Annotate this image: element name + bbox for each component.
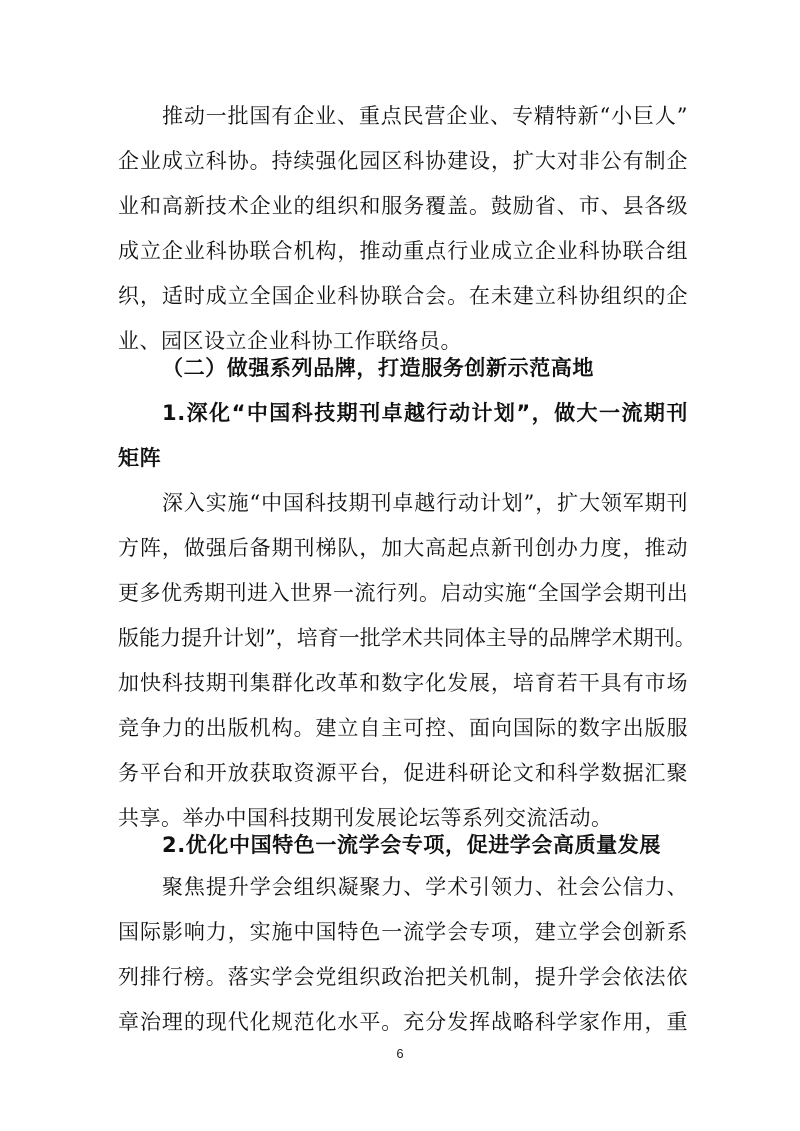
paragraph-line: 列排行榜。落实学会党组织政治把关机制，提升学会依法依 bbox=[118, 965, 688, 989]
paragraph-line: 织，适时成立全国企业科协联合会。在未建立科协组织的企 bbox=[118, 284, 688, 308]
paragraph-line: 业、园区设立企业科协工作联络员。 bbox=[118, 329, 462, 353]
paragraph-line: 国际影响力，实施中国特色一流学会专项，建立学会创新系 bbox=[118, 920, 688, 944]
page-number: 6 bbox=[396, 1046, 404, 1061]
subheading-line: 2.优化中国特色一流学会专项，促进学会高质量发展 bbox=[162, 833, 661, 857]
paragraph-line: 更多优秀期刊进入世界一流行列。启动实施“全国学会期刊出 bbox=[118, 581, 689, 605]
paragraph-line: 共享。举办中国科技期刊发展论坛等系列交流活动。 bbox=[118, 806, 613, 830]
paragraph-line: 成立企业科协联合机构，推动重点行业成立企业科协联合组 bbox=[118, 239, 688, 263]
paragraph-line: 业和高新技术企业的组织和服务覆盖。鼓励省、市、县各级 bbox=[118, 194, 688, 218]
paragraph-line: 版能力提升计划”，培育一批学术共同体主导的品牌学术期刊。 bbox=[118, 626, 696, 650]
paragraph-line: 企业成立科协。持续强化园区科协建设，扩大对非公有制企 bbox=[118, 149, 688, 173]
subheading-line: 1.深化“中国科技期刊卓越行动计划”，做大一流期刊 bbox=[162, 401, 688, 425]
paragraph-line: 章治理的现代化规范化水平。充分发挥战略科学家作用，重 bbox=[118, 1010, 688, 1034]
subheading-line: 矩阵 bbox=[118, 446, 162, 470]
paragraph-line: 聚焦提升学会组织凝聚力、学术引领力、社会公信力、 bbox=[162, 875, 688, 899]
paragraph-line: 竞争力的出版机构。建立自主可控、面向国际的数字出版服 bbox=[118, 716, 688, 740]
paragraph-line: 方阵，做强后备期刊梯队，加大高起点新刊创办力度，推动 bbox=[118, 536, 688, 560]
paragraph-line: 务平台和开放获取资源平台，促进科研论文和科学数据汇聚 bbox=[118, 761, 688, 785]
paragraph-line: 推动一批国有企业、重点民营企业、专精特新“小巨人” bbox=[162, 104, 688, 128]
section-heading: （二）做强系列品牌，打造服务创新示范高地 bbox=[162, 356, 594, 380]
paragraph-line: 深入实施“中国科技期刊卓越行动计划”，扩大领军期刊 bbox=[162, 491, 688, 515]
paragraph-line: 加快科技期刊集群化改革和数字化发展，培育若干具有市场 bbox=[118, 671, 688, 695]
